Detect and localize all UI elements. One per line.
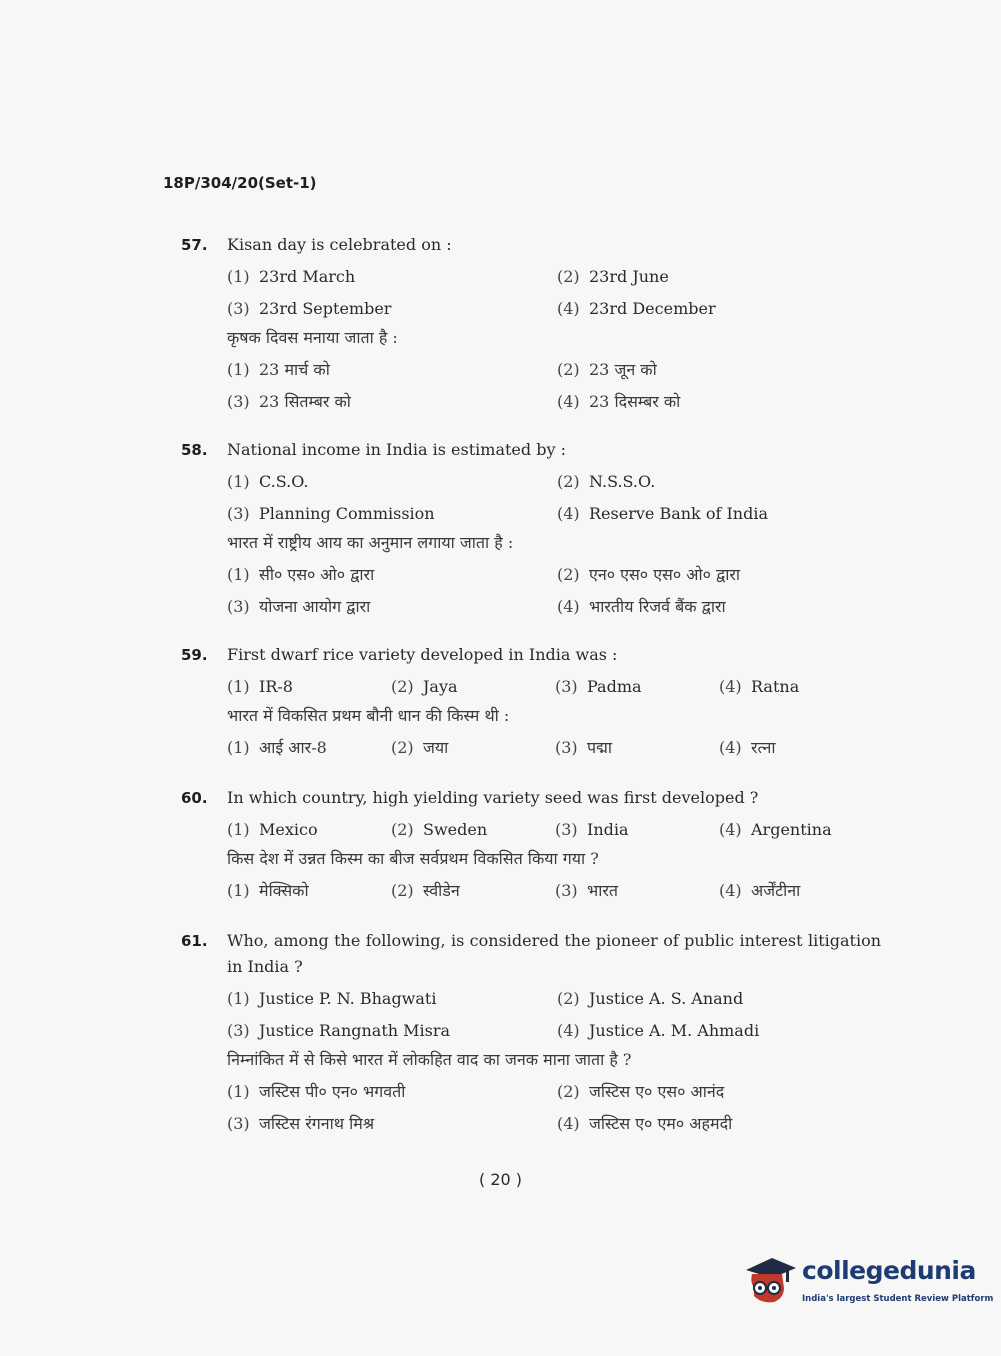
hindi-options xyxy=(227,1079,881,1137)
english-options xyxy=(227,817,881,843)
hindi-question-text: भारत में राष्ट्रीय आय का अनुमान लगाया जाता है : xyxy=(227,533,514,552)
option-2: (2) N.S.S.O. xyxy=(557,472,656,491)
hindi-question-text: निम्नांकित में से किसे भारत में लोकहित वाद का जनक माना जाता है ? xyxy=(227,1050,632,1069)
hindi-option-1: (1) 23 मार्च को xyxy=(227,360,330,379)
question-text: First dwarf rice variety developed in India was : xyxy=(227,645,618,664)
option-2: (2) Justice A. S. Anand xyxy=(557,989,744,1008)
brand-tagline: India's largest Student Review Platform xyxy=(802,1294,994,1304)
hindi-question-text: भारत में विकसित प्रथम बौनी धान की किस्म थी : xyxy=(227,706,510,725)
question-59 xyxy=(181,642,881,761)
option-1: (1) 23rd March xyxy=(227,267,356,286)
hindi-option-3: (3) जस्टिस रंगनाथ मिश्र xyxy=(227,1114,375,1133)
option-3: (3) 23rd September xyxy=(227,299,392,318)
option-3: (3) India xyxy=(555,820,629,839)
hindi-option-2: (2) स्वीडेन xyxy=(391,881,460,900)
question-text: Who, among the following, is considered the pioneer of public interest litigation in India ? xyxy=(227,931,881,976)
option-4: (4) Justice A. M. Ahmadi xyxy=(557,1021,760,1040)
hindi-option-1: (1) आई आर-8 xyxy=(227,738,327,757)
question-text: In which country, high yielding variety seed was first developed ? xyxy=(227,788,759,807)
hindi-option-4: (4) रत्ना xyxy=(719,738,776,757)
hindi-options xyxy=(227,878,881,904)
question-text: National income in India is estimated by : xyxy=(227,440,566,459)
option-2: (2) Sweden xyxy=(391,820,488,839)
option-3: (3) Padma xyxy=(555,677,642,696)
english-options xyxy=(227,264,881,322)
option-1: (1) Justice P. N. Bhagwati xyxy=(227,989,437,1008)
question-number: 61. xyxy=(181,932,208,950)
hindi-option-2: (2) एन० एस० एस० ओ० द्वारा xyxy=(557,565,741,584)
option-4: (4) Reserve Bank of India xyxy=(557,504,768,523)
question-57 xyxy=(181,232,881,415)
hindi-option-2: (2) जस्टिस ए० एस० आनंद xyxy=(557,1082,725,1101)
question-58 xyxy=(181,437,881,620)
hindi-option-3: (3) 23 सितम्बर को xyxy=(227,392,351,411)
question-number: 57. xyxy=(181,236,208,254)
hindi-option-2: (2) 23 जून को xyxy=(557,360,657,379)
option-4: (4) Ratna xyxy=(719,677,800,696)
question-text: Kisan day is celebrated on : xyxy=(227,235,452,254)
hindi-option-3: (3) योजना आयोग द्वारा xyxy=(227,597,371,616)
hindi-option-4: (4) भारतीय रिजर्व बैंक द्वारा xyxy=(557,597,726,616)
paper-code: 18P/304/20(Set-1) xyxy=(163,174,317,192)
option-2: (2) 23rd June xyxy=(557,267,669,286)
hindi-option-3: (3) पद्मा xyxy=(555,738,612,757)
option-3: (3) Planning Commission xyxy=(227,504,435,523)
question-60 xyxy=(181,785,881,904)
hindi-option-2: (2) जया xyxy=(391,738,449,757)
hindi-option-1: (1) सी० एस० ओ० द्वारा xyxy=(227,565,375,584)
english-options xyxy=(227,986,881,1044)
brand-name: collegedunia xyxy=(802,1256,976,1285)
collegedunia-watermark xyxy=(742,1250,994,1312)
question-number: 59. xyxy=(181,646,208,664)
hindi-options xyxy=(227,357,881,415)
hindi-option-4: (4) जस्टिस ए० एम० अहमदी xyxy=(557,1114,733,1133)
option-4: (4) 23rd December xyxy=(557,299,716,318)
option-1: (1) C.S.O. xyxy=(227,472,309,491)
hindi-option-1: (1) जस्टिस पी० एन० भगवती xyxy=(227,1082,406,1101)
hindi-question-text: किस देश में उन्नत किस्म का बीज सर्वप्रथम विकसित किया गया ? xyxy=(227,849,599,868)
hindi-option-4: (4) अर्जेंटीना xyxy=(719,881,801,900)
english-options xyxy=(227,674,881,700)
hindi-question-text: कृषक दिवस मनाया जाता है : xyxy=(227,328,398,347)
mascot-logo-icon xyxy=(742,1252,798,1308)
option-2: (2) Jaya xyxy=(391,677,458,696)
hindi-option-4: (4) 23 दिसम्बर को xyxy=(557,392,681,411)
option-4: (4) Argentina xyxy=(719,820,832,839)
page-number: ( 20 ) xyxy=(478,1170,522,1189)
hindi-options xyxy=(227,562,881,620)
english-options xyxy=(227,469,881,527)
question-number: 60. xyxy=(181,789,208,807)
question-number: 58. xyxy=(181,441,208,459)
option-1: (1) IR-8 xyxy=(227,677,293,696)
hindi-option-3: (3) भारत xyxy=(555,881,619,900)
hindi-option-1: (1) मेक्सिको xyxy=(227,881,309,900)
question-61 xyxy=(181,928,881,1137)
option-1: (1) Mexico xyxy=(227,820,318,839)
option-3: (3) Justice Rangnath Misra xyxy=(227,1021,451,1040)
hindi-options xyxy=(227,735,881,761)
